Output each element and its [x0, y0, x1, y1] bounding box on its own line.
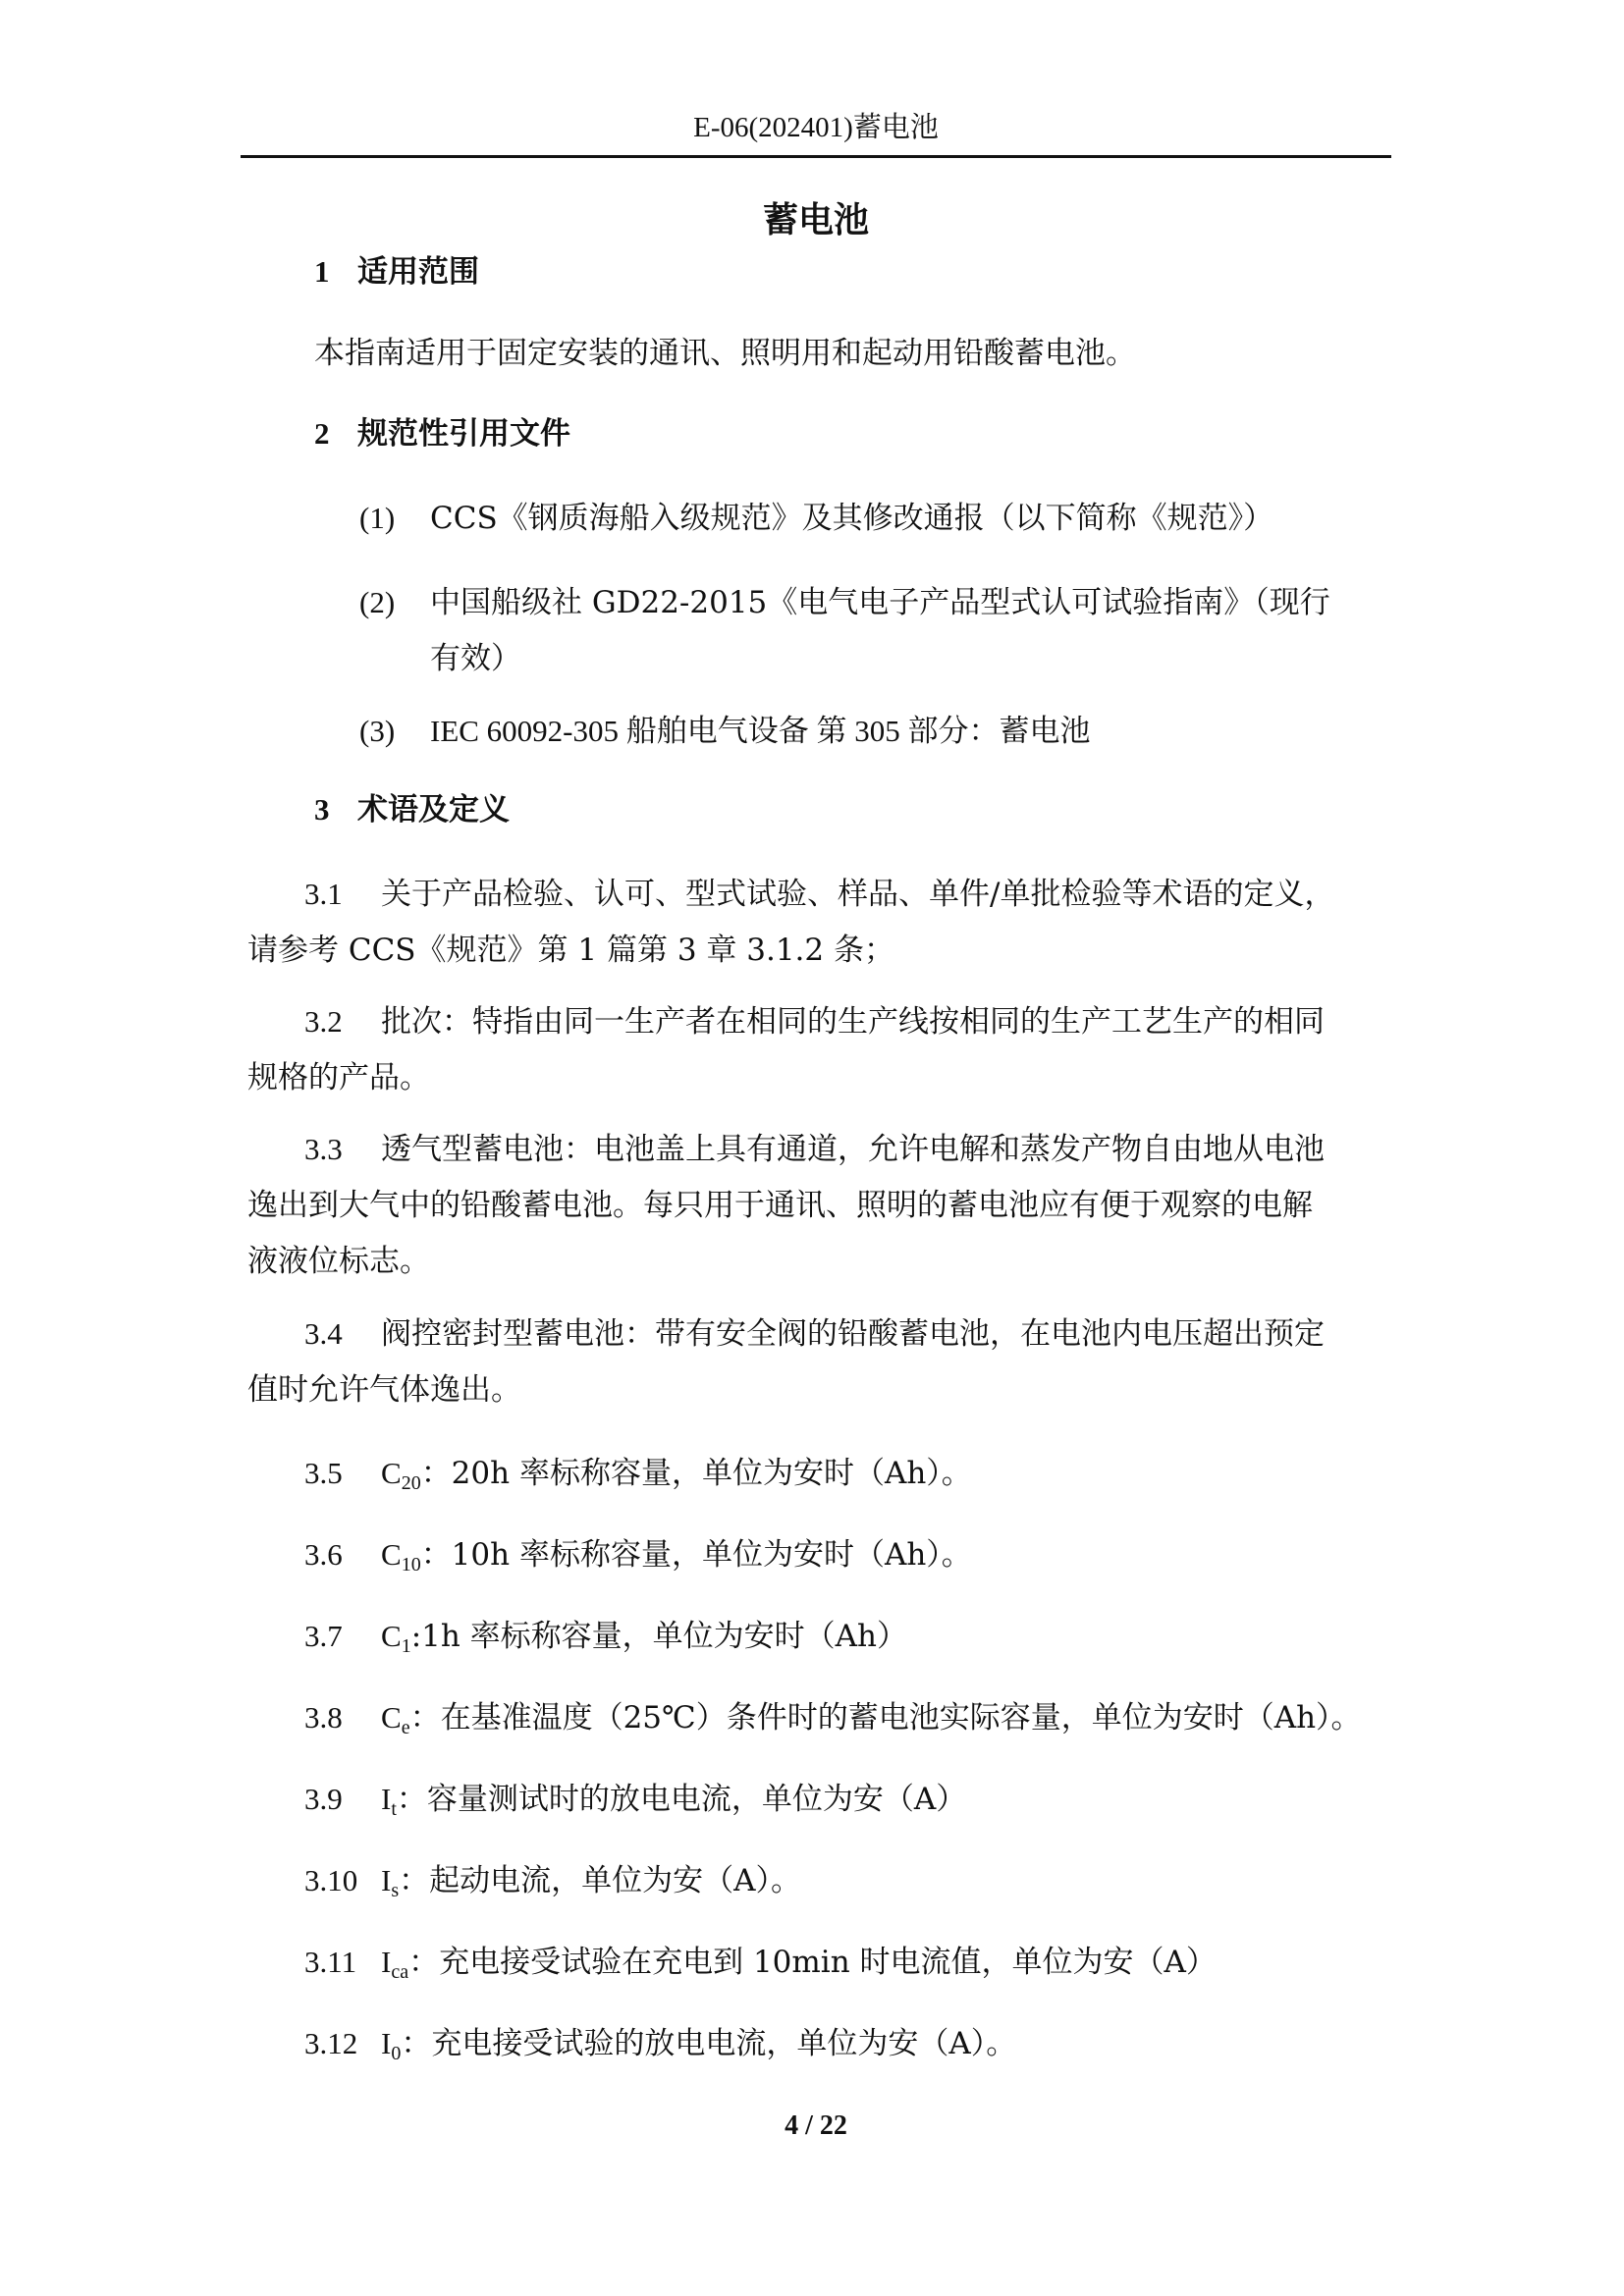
reference-item-2 [359, 574, 1330, 687]
scope-paragraph: 本指南适用于固定安装的通讯、照明用和起动用铅酸蓄电池。 [314, 336, 1136, 371]
reference-text: IEC 60092-305 船舶电气设备 第 305 部分：蓄电池 [430, 714, 1091, 748]
definition-3-12 [304, 2015, 1016, 2072]
section-number: 2 [314, 416, 330, 451]
reference-text-continued: 有效） [430, 641, 521, 676]
definition-3-8 [304, 1689, 1362, 1746]
reference-text: CCS《钢质海船入级规范》及其修改通报（以下简称《规范》） [430, 501, 1274, 536]
definition-3-6 [304, 1526, 972, 1583]
reference-item-3 [359, 703, 1091, 760]
definition-text: ：起动电流，单位为安（A）。 [399, 1863, 802, 1898]
reference-text: 中国船级社 GD22-2015《电气电子产品型式认可试验指南》（现行 [430, 585, 1330, 620]
definition-number: 3.11 [304, 1945, 357, 1979]
reference-number: (3) [359, 714, 396, 748]
definition-3-7 [304, 1608, 907, 1665]
definition-number: 3.9 [304, 1782, 343, 1816]
symbol: $I_{ca}$ [381, 1945, 409, 1983]
definition-number: 3.7 [304, 1619, 343, 1653]
section-heading-scope [314, 253, 479, 291]
definition-text: ：10h 率标称容量，单位为安时（Ah）。 [420, 1537, 972, 1573]
definition-3-5 [304, 1445, 972, 1502]
definition-text: 关于产品检验、认可、型式试验、样品、单件/单批检验等术语的定义， [381, 877, 1335, 912]
header-divider [241, 155, 1391, 158]
definition-text-continued: 请参考 CCS《规范》第 1 篇第 3 章 3.1.2 条； [247, 933, 894, 968]
definition-3-11 [304, 1934, 1217, 1991]
definition-number: 3.4 [304, 1316, 343, 1351]
definition-3-4 [247, 1306, 1325, 1418]
section-title: 术语及定义 [357, 792, 510, 828]
section-number: 3 [314, 792, 330, 827]
definition-text: 阀控密封型蓄电池：带有安全阀的铅酸蓄电池，在电池内电压超出预定 [381, 1316, 1325, 1352]
definition-3-3 [247, 1121, 1325, 1290]
symbol: $I_0$ [381, 2026, 402, 2064]
section-title: 规范性引用文件 [357, 416, 570, 452]
reference-number: (2) [359, 585, 396, 619]
definition-3-9 [304, 1771, 966, 1828]
definition-text: ：充电接受试验的放电电流，单位为安（A）。 [401, 2026, 1017, 2061]
symbol: $C_{10}$ [381, 1537, 421, 1575]
definition-number: 3.2 [304, 1004, 343, 1039]
symbol: $C_e$ [381, 1700, 410, 1738]
definition-text-continued: 规格的产品。 [247, 1060, 430, 1095]
reference-number: (1) [359, 501, 396, 535]
definition-text-continued: 逸出到大气中的铅酸蓄电池。每只用于通讯、照明的蓄电池应有便于观察的电解 [247, 1188, 1313, 1223]
definition-number: 3.6 [304, 1537, 343, 1572]
definition-text: 透气型蓄电池：电池盖上具有通道，允许电解和蒸发产物自由地从电池 [381, 1132, 1325, 1167]
definition-text: :1h 率标称容量，单位为安时（Ah） [410, 1619, 908, 1654]
definition-number: 3.1 [304, 877, 343, 911]
reference-item-1 [359, 490, 1273, 547]
definition-number: 3.10 [304, 1863, 358, 1897]
definition-text: ：容量测试时的放电电流，单位为安（A） [396, 1782, 967, 1817]
definition-number: 3.3 [304, 1132, 343, 1166]
symbol: $I_t$ [381, 1782, 397, 1820]
running-header: E-06(202401)蓄电池 [693, 112, 939, 143]
section-title: 适用范围 [357, 254, 479, 290]
definition-number: 3.12 [304, 2026, 358, 2060]
symbol: $C_1$ [381, 1619, 411, 1657]
document-title: 蓄电池 [762, 200, 869, 240]
definition-text: ：在基准温度（25℃）条件时的蓄电池实际容量，单位为安时（Ah）。 [409, 1700, 1362, 1735]
definition-3-2 [247, 993, 1325, 1106]
page-number: 4 / 22 [785, 2110, 847, 2141]
symbol: $I_s$ [381, 1863, 400, 1901]
definition-text: ：20h 率标称容量，单位为安时（Ah）。 [420, 1456, 972, 1491]
section-heading-terms [314, 791, 510, 828]
symbol: $C_{20}$ [381, 1456, 421, 1494]
section-number: 1 [314, 254, 330, 289]
definition-text-continued: 液液位标志。 [247, 1244, 430, 1279]
definition-3-1 [247, 866, 1334, 979]
definition-number: 3.5 [304, 1456, 343, 1490]
definition-number: 3.8 [304, 1700, 343, 1735]
definition-3-10 [304, 1852, 801, 1909]
definition-text-continued: 值时允许气体逸出。 [247, 1372, 521, 1408]
definition-text: ：充电接受试验在充电到 10min 时电流值，单位为安（A） [408, 1945, 1217, 1980]
definition-text: 批次：特指由同一生产者在相同的生产线按相同的生产工艺生产的相同 [381, 1004, 1325, 1040]
section-heading-references [314, 415, 570, 453]
